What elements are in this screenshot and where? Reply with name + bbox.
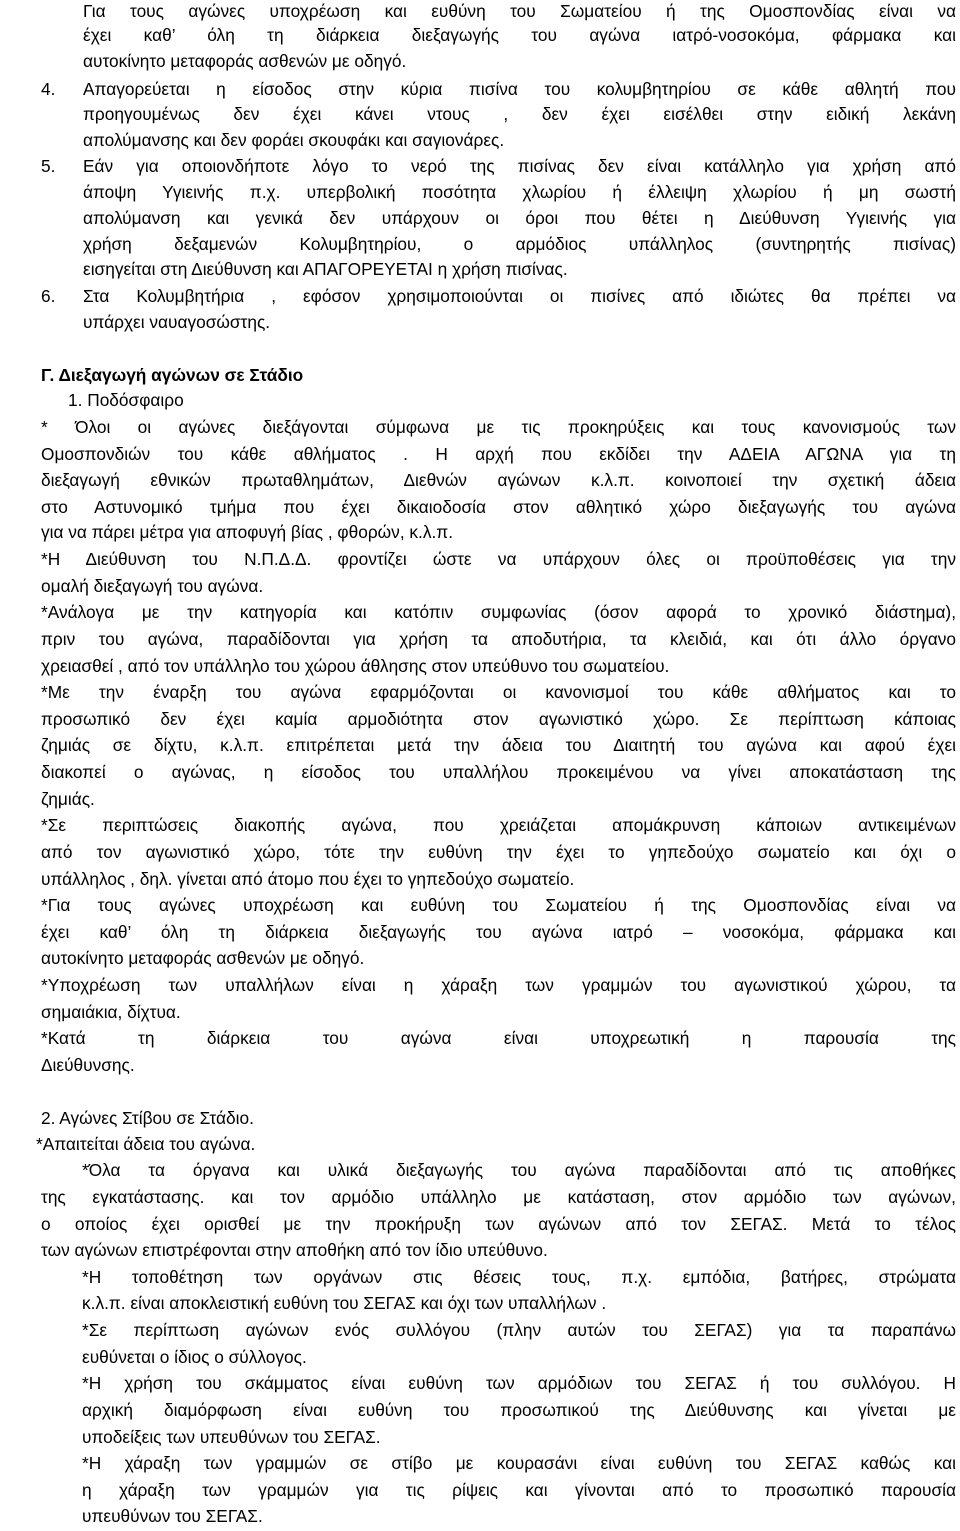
list-number: 5. — [41, 156, 56, 176]
text-line: για να πάρει μέτρα για αποφυγή βίας , φθορών, κ.λ.π. — [41, 522, 454, 542]
text-line: ο οποίος έχει ορισθεί με την προκήρυξη των αγώνων από τον ΣΕΓΑΣ. Μετά το τέλος — [41, 1214, 956, 1234]
text-line: *Η τοποθέτηση των οργάνων στις θέσεις τους, π.χ. εμπόδια, βατήρες, στρώματα — [82, 1267, 956, 1287]
text-line: διακοπεί ο αγώνας, η είσοδος του υπαλλήλου προκειμένου να γίνει αποκατάσταση της — [41, 762, 956, 782]
list-number: 4. — [41, 79, 56, 99]
subsection-heading: 2. Αγώνες Στίβου σε Στάδιο. — [41, 1108, 254, 1128]
text-line: *Υποχρέωση των υπαλλήλων είναι η χάραξη των γραμμών του αγωνιστικού χώρου, τα — [41, 975, 956, 995]
text-line: αυτοκίνητο μεταφοράς ασθενών με οδηγό. — [41, 948, 365, 968]
text-line: υπευθύνων του ΣΕΓΑΣ. — [82, 1506, 263, 1526]
text-line: Στα Κολυμβητήρια , εφόσον χρησιμοποιούνται οι πισίνες από ιδιώτες θα πρέπει να — [83, 286, 956, 306]
text-line: έχει καθ’ όλη τη διάρκεια διεξαγωγής του αγώνα ιατρό-νοσοκόμα, φάρμακα και — [83, 25, 956, 45]
text-line: *Κατά τη διάρκεια του αγώνα είναι υποχρεωτική η παρουσία της — [41, 1028, 956, 1048]
text-line: υπάλληλος , δηλ. γίνεται από άτομο που έχει το γηπεδούχο σωματείο. — [41, 869, 575, 889]
text-line: χρήση δεξαμενών Κολυμβητηρίου, ο αρμόδιος υπάλληλος (συντηρητής πισίνας) — [83, 234, 956, 254]
text-line: ζημιάς σε δίχτυ, κ.λ.π. επιτρέπεται μετά την άδεια του Διαιτητή του αγώνα και αφού έχει — [41, 735, 956, 755]
text-line: εισηγείται στη Διεύθυνση και ΑΠΑΓΟΡΕΥΕΤΑΙ η χρήση πισίνας. — [83, 259, 568, 279]
text-line: Απαγορεύεται η είσοδος στην κύρια πισίνα του κολυμβητηρίου σε κάθε αθλητή που — [83, 79, 956, 99]
text-line: των αγώνων επιστρέφονται στην αποθήκη από τον ίδιο υπεύθυνο. — [41, 1240, 548, 1260]
text-line: διεξαγωγή εθνικών πρωταθλημάτων, Διεθνών αγώνων κ.λ.π. κοινοποιεί την σχετική άδεια — [41, 470, 956, 490]
text-line: αρχική διαμόρφωση είναι ευθύνη του προσωπικού της Διεύθυνσης και γίνεται με — [82, 1400, 956, 1420]
text-line: ευθύνεται ο ίδιος ο σύλλογος. — [82, 1347, 307, 1367]
text-line: Για τους αγώνες υποχρέωση και ευθύνη του Σωματείου ή της Ομοσπονδίας είναι να — [83, 1, 956, 21]
text-line: υποδείξεις των υπευθύνων του ΣΕΓΑΣ. — [82, 1427, 381, 1447]
text-line: της εγκατάστασης. και τον αρμόδιο υπάλληλο με κατάσταση, στον αρμόδιο των αγώνων, — [41, 1187, 956, 1207]
text-line: προηγουμένως δεν έχει κάνει ντους , δεν έχει εισέλθει στην ειδική λεκάνη — [83, 104, 956, 124]
text-line: *Σε περίπτωση αγώνων ενός συλλόγου (πλην αυτών του ΣΕΓΑΣ) για τα παραπάνω — [82, 1320, 956, 1340]
text-line: ομαλή διεξαγωγή του αγώνα. — [41, 576, 264, 596]
text-line: από τον αγωνιστικό χώρο, τότε την ευθύνη την έχει το γηπεδούχο σωματείο και όχι ο — [41, 842, 956, 862]
text-line: πριν του αγώνα, παραδίδονται για χρήση τα αποδυτήρια, τα κλειδιά, και ότι άλλο όργανο — [41, 629, 956, 649]
text-line: στο Αστυνομικό τμήμα που έχει δικαιοδοσία στον αθλητικό χώρο διεξαγωγής του αγώνα — [41, 497, 956, 517]
text-line: *Σε περιπτώσεις διακοπής αγώνα, που χρειάζεται απομάκρυνση κάποιων αντικειμένων — [41, 815, 956, 835]
text-line: *Απαιτείται άδεια του αγώνα. — [36, 1134, 256, 1154]
section-heading: Γ. Διεξαγωγή αγώνων σε Στάδιο — [41, 365, 304, 385]
text-line: *Με την έναρξη του αγώνα εφαρμόζονται οι κανονισμοί του κάθε αθλήματος και το — [41, 682, 956, 702]
text-line: σημαιάκια, δίχτυα. — [41, 1002, 181, 1022]
text-line: απολύμανση και γενικά δεν υπάρχουν οι όροι που θέτει η Διεύθυνση Υγιεινής για — [83, 208, 956, 228]
text-line: κ.λ.π. είναι αποκλειστική ευθύνη του ΣΕΓΑΣ και όχι των υπαλλήλων . — [82, 1293, 607, 1313]
subsection-heading: 1. Ποδόσφαιρο — [68, 390, 184, 410]
text-line: αυτοκίνητο μεταφοράς ασθενών με οδηγό. — [83, 51, 407, 71]
text-line: *Ανάλογα με την κατηγορία και κατόπιν συμφωνίας (όσον αφορά το χρονικό διάστημα), — [41, 602, 956, 622]
text-line: προσωπικό δεν έχει καμία αρμοδιότητα στον αγωνιστικό χώρο. Σε περίπτωση κάποιας — [41, 709, 956, 729]
text-line: Ομοσπονδιών του κάθε αθλήματος . Η αρχή που εκδίδει την ΑΔΕΙΑ ΑΓΩΝΑ για τη — [41, 444, 956, 464]
list-number: 6. — [41, 286, 56, 306]
text-line: * Όλοι οι αγώνες διεξάγονται σύμφωνα με τις προκηρύξεις και τους κανονισμούς των — [41, 417, 956, 437]
text-line: απολύμανσης και δεν φοράει σκουφάκι και σαγιονάρες. — [83, 130, 505, 150]
text-line: *Για τους αγώνες υποχρέωση και ευθύνη του Σωματείου ή της Ομοσπονδίας είναι να — [41, 895, 956, 915]
text-line: *Η χρήση του σκάμματος είναι ευθύνη των αρμόδιων του ΣΕΓΑΣ ή του συλλόγου. Η — [82, 1373, 956, 1393]
text-line: χρειασθεί , από τον υπάλληλο του χώρου άθλησης στον υπεύθυνο του σωματείου. — [41, 656, 670, 676]
text-line: άποψη Υγιεινής π.χ. υπερβολική ποσότητα χλωρίου ή έλλειψη χλωρίου ή μη σωστή — [83, 182, 956, 202]
text-line: η χάραξη των γραμμών για τις ρίψεις και γίνονται από το προσωπικό παρουσία — [82, 1480, 956, 1500]
text-line: Διεύθυνσης. — [41, 1055, 135, 1075]
text-line: *Όλα τα όργανα και υλικά διεξαγωγής του αγώνα παραδίδονται από τις αποθήκες — [82, 1160, 956, 1180]
text-line: ζημιάς. — [41, 789, 95, 809]
text-line: Εάν για οποιονδήποτε λόγο το νερό της πισίνας δεν είναι κατάλληλο για χρήση από — [83, 156, 956, 176]
text-line: έχει καθ’ όλη τη διάρκεια διεξαγωγής του αγώνα ιατρό – νοσοκόμα, φάρμακα και — [41, 922, 956, 942]
text-line: *Η Διεύθυνση του Ν.Π.Δ.Δ. φροντίζει ώστε να υπάρχουν όλες οι προϋποθέσεις για την — [41, 549, 956, 569]
text-line: *Η χάραξη των γραμμών σε στίβο με κουρασάνι είναι ευθύνη του ΣΕΓΑΣ καθώς και — [82, 1453, 956, 1473]
text-line: υπάρχει ναυαγοσώστης. — [83, 312, 271, 332]
